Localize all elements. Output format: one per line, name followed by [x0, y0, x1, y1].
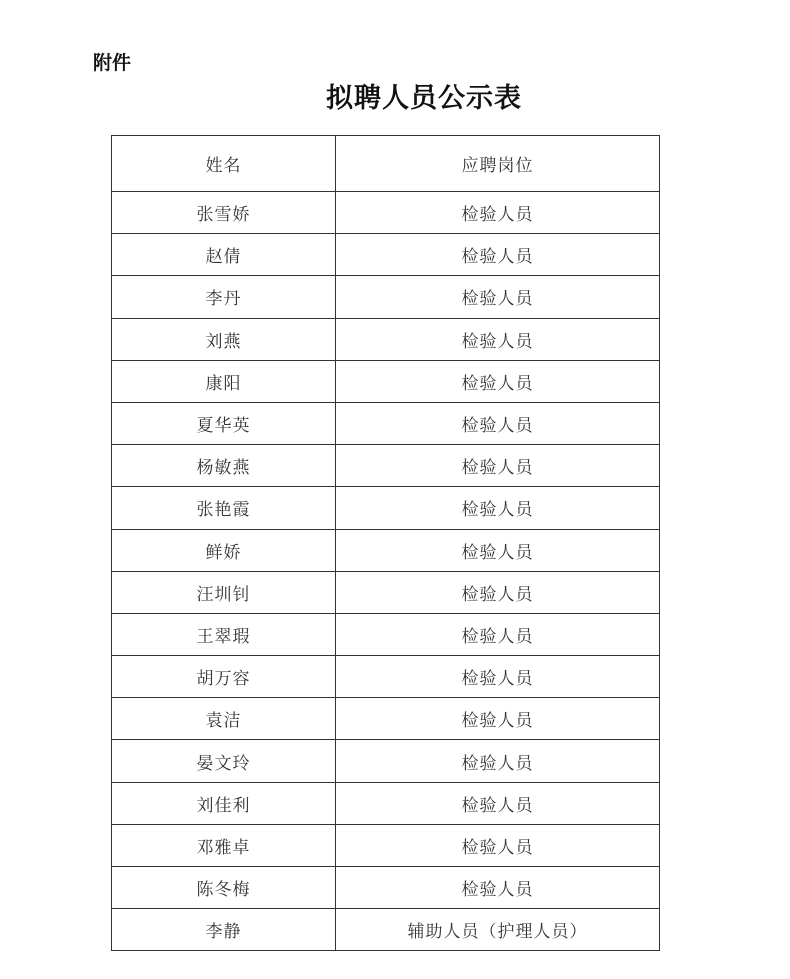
cell-name: 鲜娇: [112, 529, 336, 571]
cell-position: 检验人员: [336, 318, 660, 360]
cell-position: 检验人员: [336, 445, 660, 487]
table-row: [112, 234, 660, 276]
cell-position: 检验人员: [336, 867, 660, 909]
cell-name: 陈冬梅: [112, 867, 336, 909]
cell-name: 赵倩: [112, 234, 336, 276]
column-header-position: 应聘岗位: [336, 136, 660, 192]
table-row: [112, 318, 660, 360]
table-row: [112, 656, 660, 698]
cell-position: 检验人员: [336, 613, 660, 655]
cell-name: 汪圳钊: [112, 571, 336, 613]
cell-position: 检验人员: [336, 234, 660, 276]
table-row: [112, 529, 660, 571]
cell-position: 检验人员: [336, 360, 660, 402]
cell-name: 李静: [112, 909, 336, 951]
table-row: [112, 867, 660, 909]
attachment-label: 附件: [93, 52, 132, 74]
cell-position: 检验人员: [336, 276, 660, 318]
cell-name: 张雪娇: [112, 192, 336, 234]
cell-position: 检验人员: [336, 402, 660, 444]
table-row: [112, 360, 660, 402]
cell-name: 李丹: [112, 276, 336, 318]
column-header-name: 姓名: [112, 136, 336, 192]
cell-name: 夏华英: [112, 402, 336, 444]
cell-position: 检验人员: [336, 698, 660, 740]
cell-name: 晏文玲: [112, 740, 336, 782]
table-row: [112, 487, 660, 529]
table-row: [112, 402, 660, 444]
cell-position: 检验人员: [336, 571, 660, 613]
table-row: [112, 782, 660, 824]
table-row: [112, 276, 660, 318]
cell-name: 胡万容: [112, 656, 336, 698]
cell-name: 王翠瑕: [112, 613, 336, 655]
page-title: 拟聘人员公示表: [326, 83, 522, 114]
cell-position: 检验人员: [336, 656, 660, 698]
table-row: [112, 698, 660, 740]
table-row: [112, 571, 660, 613]
cell-position: 检验人员: [336, 529, 660, 571]
table-row: [112, 445, 660, 487]
table-row: [112, 613, 660, 655]
table-row: [112, 740, 660, 782]
cell-position: 检验人员: [336, 782, 660, 824]
candidate-table: [111, 135, 660, 951]
cell-name: 杨敏燕: [112, 445, 336, 487]
cell-position: 检验人员: [336, 824, 660, 866]
table-row: [112, 824, 660, 866]
cell-name: 刘佳利: [112, 782, 336, 824]
cell-position: 检验人员: [336, 740, 660, 782]
table-row: [112, 909, 660, 951]
cell-position: 检验人员: [336, 192, 660, 234]
table-row: [112, 192, 660, 234]
cell-name: 康阳: [112, 360, 336, 402]
table-header-row: [112, 136, 660, 192]
cell-name: 袁洁: [112, 698, 336, 740]
cell-name: 张艳霞: [112, 487, 336, 529]
cell-name: 邓雅卓: [112, 824, 336, 866]
cell-position: 辅助人员（护理人员）: [336, 909, 660, 951]
cell-position: 检验人员: [336, 487, 660, 529]
cell-name: 刘燕: [112, 318, 336, 360]
